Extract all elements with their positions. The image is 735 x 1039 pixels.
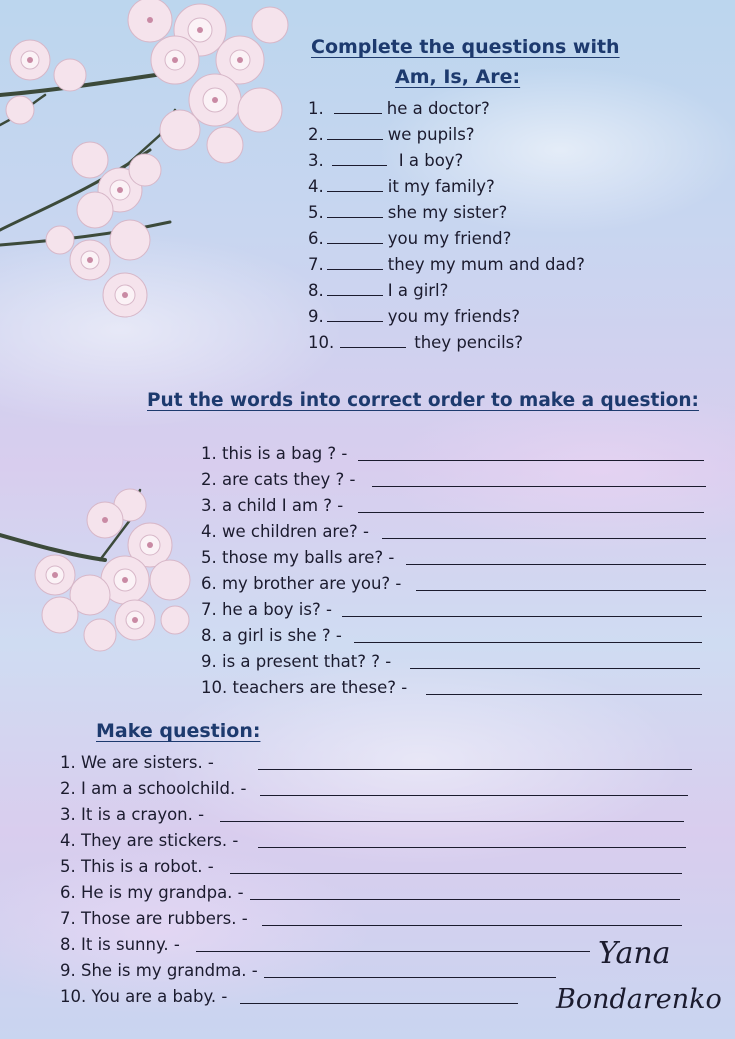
list-item [308,333,523,353]
answer-blank[interactable] [327,320,383,322]
item-text: we pupils? [387,125,475,144]
item-text: they pencils? [414,333,524,352]
signature-first-name: Yana [598,936,671,971]
list-item: 4. They are stickers. - [60,831,239,850]
list-item [308,151,463,171]
item-number: 8. [308,281,324,300]
list-item [308,307,520,327]
item-number: 5. [308,203,324,222]
list-item: 8. It is sunny. - [60,935,180,954]
cherry-blossom-top-decoration [0,0,310,330]
answer-line[interactable] [382,538,706,539]
list-item: 2. I am a schoolchild. - [60,779,247,798]
cherry-blossom-middle-decoration [0,465,210,665]
list-item [308,229,511,249]
list-item: 8. a girl is she ? - [201,626,342,645]
item-number: 10. [308,333,335,352]
item-text: you my friends? [387,307,521,326]
item-number: 9. [308,307,324,326]
list-item [308,99,490,119]
answer-line[interactable] [372,486,706,487]
section1-title-line1: Complete the questions with [311,36,620,58]
section2-title: Put the words into correct order to make a question: [147,390,699,411]
signature-last-name: Bondarenko [556,984,722,1015]
answer-blank[interactable] [327,190,383,192]
item-text: she my sister? [387,203,508,222]
item-text: they my mum and dad? [387,255,585,274]
item-text: you my friend? [387,229,512,248]
list-item: 10. You are a baby. - [60,987,228,1006]
item-number: 4. [308,177,324,196]
answer-line[interactable] [258,847,686,848]
answer-line[interactable] [260,795,688,796]
answer-line[interactable] [220,821,684,822]
list-item: 3. a child I am ? - [201,496,344,515]
answer-line[interactable] [240,1003,518,1004]
answer-blank[interactable] [332,164,387,166]
item-text: I a girl? [387,281,449,300]
answer-line[interactable] [406,564,706,565]
answer-line[interactable] [358,460,704,461]
answer-line[interactable] [410,668,700,669]
answer-blank[interactable] [327,294,383,296]
answer-line[interactable] [230,873,682,874]
item-number: 3. [308,151,324,170]
list-item: 4. we children are? - [201,522,369,541]
answer-blank[interactable] [327,138,383,140]
answer-line[interactable] [342,616,702,617]
answer-line[interactable] [258,769,692,770]
answer-line[interactable] [416,590,706,591]
list-item [308,125,475,145]
list-item: 2. are cats they ? - [201,470,356,489]
item-text: it my family? [387,177,495,196]
list-item: 6. my brother are you? - [201,574,402,593]
answer-line[interactable] [250,899,680,900]
item-number: 6. [308,229,324,248]
list-item: 9. She is my grandma. - [60,961,258,980]
item-text: I a boy? [398,151,464,170]
list-item [308,281,448,301]
answer-blank[interactable] [334,112,382,114]
answer-line[interactable] [358,512,704,513]
list-item: 6. He is my grandpa. - [60,883,244,902]
answer-line[interactable] [264,977,556,978]
list-item: 3. It is a crayon. - [60,805,205,824]
list-item: 1. this is a bag ? - [201,444,348,463]
item-text: he a doctor? [386,99,490,118]
answer-blank[interactable] [327,216,383,218]
answer-line[interactable] [354,642,702,643]
item-number: 7. [308,255,324,274]
list-item: 5. those my balls are? - [201,548,395,567]
list-item: 10. teachers are these? - [201,678,408,697]
list-item [308,203,507,223]
list-item: 7. he a boy is? - [201,600,332,619]
section3-title: Make question: [96,720,261,742]
answer-blank[interactable] [327,268,383,270]
list-item [308,177,495,197]
answer-line[interactable] [196,951,590,952]
section1-title-line2: Am, Is, Are: [395,66,521,88]
list-item: 9. is a present that? ? - [201,652,392,671]
item-number: 2. [308,125,324,144]
list-item [308,255,585,275]
answer-line[interactable] [262,925,682,926]
list-item: 5. This is a robot. - [60,857,214,876]
answer-blank[interactable] [340,346,406,348]
item-number: 1. [308,99,324,118]
answer-blank[interactable] [327,242,383,244]
answer-line[interactable] [426,694,702,695]
list-item: 1. We are sisters. - [60,753,214,772]
list-item: 7. Those are rubbers. - [60,909,248,928]
